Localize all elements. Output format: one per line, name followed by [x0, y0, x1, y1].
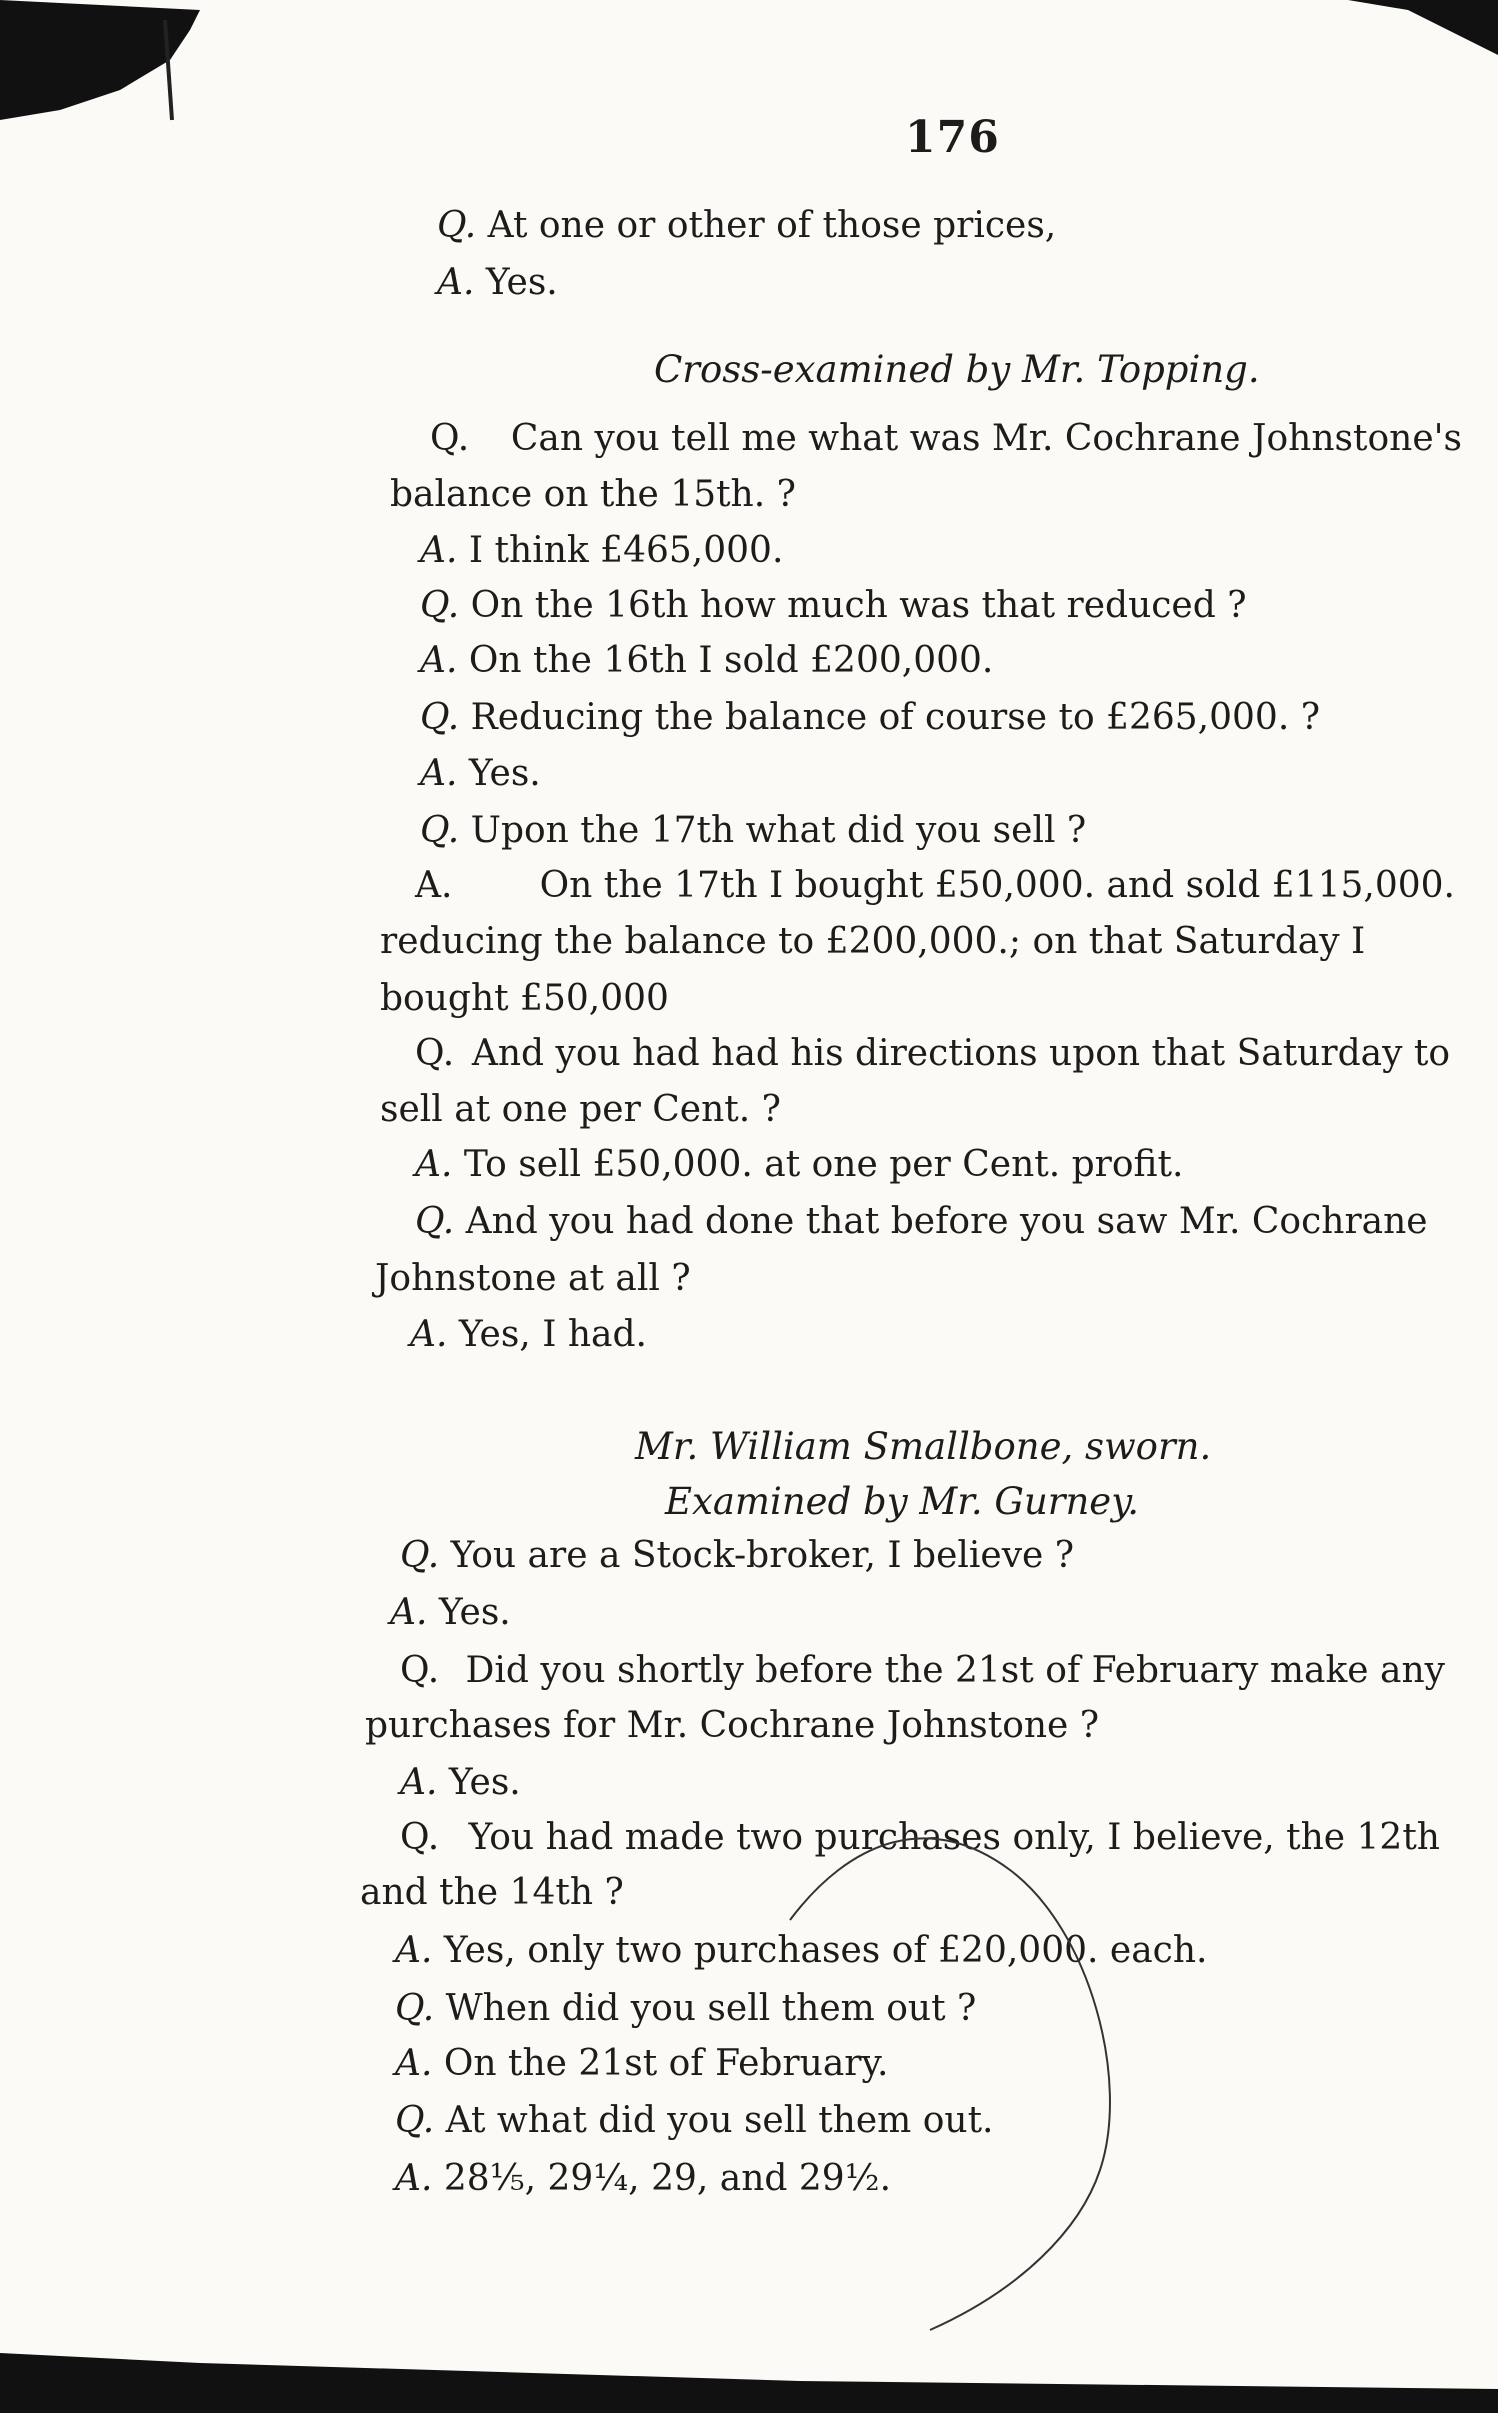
speaker-label: A. — [400, 1762, 449, 1803]
speaker-label: Q. — [415, 1033, 466, 1074]
line-text: Yes. — [448, 1762, 521, 1803]
scan-edge-artifact — [1348, 0, 1498, 60]
page-number: 176 — [905, 112, 1000, 163]
text-line — [380, 1089, 781, 1131]
text-line — [415, 1201, 1428, 1243]
line-text: Yes. — [438, 1592, 511, 1633]
line-text: At one or other of those prices, — [487, 205, 1057, 246]
scan-edge-artifact — [0, 0, 200, 130]
speaker-label: A. — [420, 530, 469, 571]
line-text: When did you sell them out ? — [445, 1988, 977, 2029]
text-line — [420, 753, 541, 795]
speaker-label: Q. — [415, 1201, 466, 1242]
line-text: Yes. — [485, 262, 558, 303]
line-text: Yes. — [468, 753, 541, 794]
speaker-label: A. — [395, 1930, 444, 1971]
line-text: Upon the 17th what did you sell ? — [470, 810, 1087, 851]
line-text: Johnstone at all ? — [375, 1258, 691, 1299]
text-line — [380, 978, 669, 1020]
speaker-label: A. — [420, 753, 469, 794]
text-line — [400, 1535, 1074, 1577]
text-line — [420, 585, 1247, 627]
speaker-label: Q. — [437, 205, 488, 246]
text-line — [420, 530, 783, 572]
line-text: You had made two purchases only, I believe, the 12th — [468, 1817, 1440, 1858]
line-text: Did you shortly before the 21st of February make any — [465, 1650, 1445, 1691]
section-heading: Mr. William Smallbone, sworn. — [635, 1425, 1212, 1468]
line-text: You are a Stock-broker, I believe ? — [450, 1535, 1075, 1576]
speaker-label: A. — [390, 1592, 439, 1633]
line-text: 28⅕, 29¼, 29, and 29½. — [443, 2158, 892, 2199]
line-text: Reducing the balance of course to £265,000. ? — [470, 697, 1321, 738]
text-line — [400, 1650, 1445, 1692]
text-line — [415, 865, 1455, 907]
speaker-label: A. — [420, 640, 469, 681]
speaker-label: Q. — [395, 2100, 446, 2141]
line-text: balance on the 15th. ? — [390, 474, 796, 515]
text-line — [390, 1592, 511, 1634]
speaker-label: A. — [437, 262, 486, 303]
speaker-label: A. — [395, 2043, 444, 2084]
line-text: I think £465,000. — [468, 530, 784, 571]
text-line — [390, 474, 796, 516]
text-line — [410, 1314, 647, 1356]
speaker-label: Q. — [400, 1535, 451, 1576]
speaker-label: Q. — [395, 1988, 446, 2029]
speaker-label: A. — [415, 1144, 464, 1185]
text-line — [420, 697, 1320, 739]
section-heading: Cross-examined by Mr. Topping. — [654, 348, 1260, 391]
text-line — [365, 1705, 1099, 1747]
section-heading: Examined by Mr. Gurney. — [665, 1480, 1139, 1523]
text-line — [420, 810, 1086, 852]
line-text: And you had done that before you saw Mr. Cochrane — [465, 1201, 1428, 1242]
speaker-label: A. — [410, 1314, 459, 1355]
speaker-label: Q. — [420, 697, 471, 738]
speaker-label: A. — [395, 2158, 444, 2199]
text-line — [375, 1258, 691, 1300]
text-line — [415, 1144, 1183, 1186]
speaker-label: Q. — [400, 1817, 451, 1858]
text-line — [430, 418, 1462, 460]
speaker-label: Q. — [400, 1650, 451, 1691]
text-line — [437, 262, 558, 304]
text-line — [420, 640, 993, 682]
line-text: And you had had his directions upon that Saturday to — [471, 1033, 1450, 1074]
line-text: On the 16th I sold £200,000. — [468, 640, 994, 681]
line-text: At what did you sell them out. — [445, 2100, 994, 2141]
line-text: purchases for Mr. Cochrane Johnstone ? — [365, 1705, 1100, 1746]
speaker-label: Q. — [430, 418, 481, 459]
text-line — [360, 1872, 624, 1914]
line-text: On the 21st of February. — [443, 2043, 889, 2084]
line-text: Yes, I had. — [458, 1314, 647, 1355]
line-text: On the 16th how much was that reduced ? — [470, 585, 1247, 626]
line-text: Can you tell me what was Mr. Cochrane Johnstone's — [510, 418, 1462, 459]
text-line — [437, 205, 1056, 247]
pencil-mark — [780, 1780, 1240, 2340]
text-line — [415, 1033, 1450, 1075]
scan-edge-artifact — [0, 2343, 1498, 2413]
speaker-label: A. — [415, 865, 464, 906]
speaker-label: Q. — [420, 585, 471, 626]
line-text: reducing the balance to £200,000.; on that Saturday I — [380, 921, 1366, 962]
line-text: sell at one per Cent. ? — [380, 1089, 781, 1130]
text-line — [380, 921, 1455, 963]
speaker-label: Q. — [420, 810, 471, 851]
line-text: and the 14th ? — [360, 1872, 624, 1913]
line-text: Yes, only two purchases of £20,000. each. — [443, 1930, 1208, 1971]
line-text: On the 17th I bought £50,000. and sold £115,000. — [539, 865, 1455, 906]
line-text: bought £50,000 — [380, 978, 669, 1019]
line-text: To sell £50,000. at one per Cent. profit. — [463, 1144, 1184, 1185]
text-line — [400, 1762, 521, 1804]
